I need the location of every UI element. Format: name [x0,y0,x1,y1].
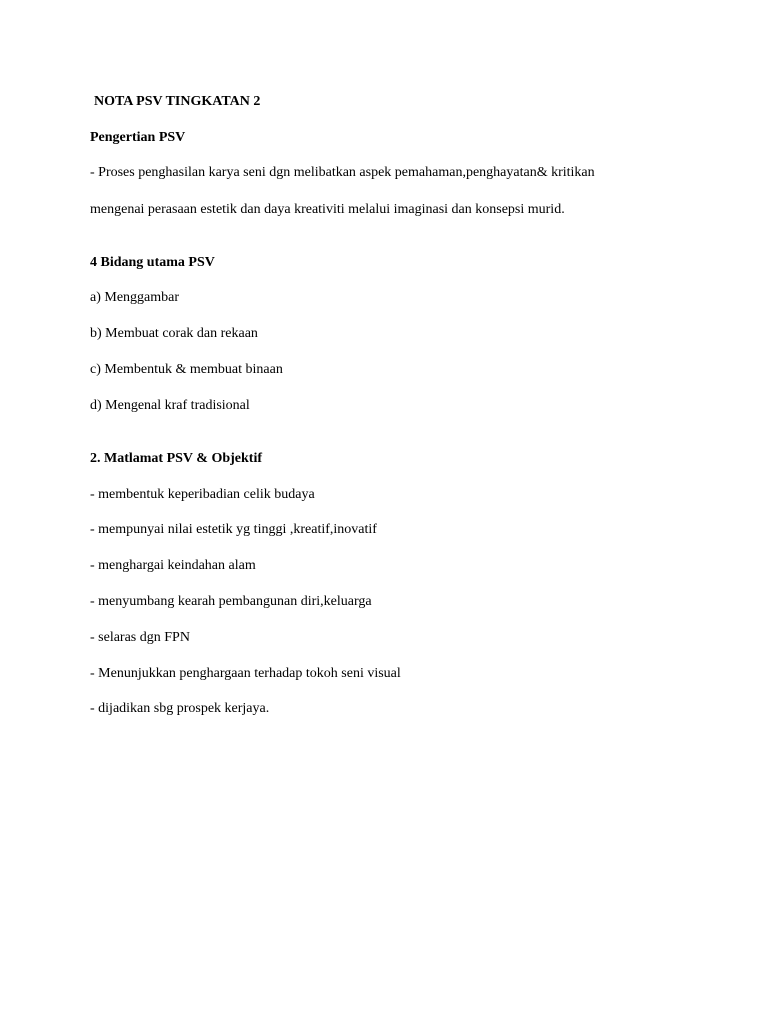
list-item: d) Mengenal kraf tradisional [90,398,250,413]
list-item: - dijadikan sbg prospek kerjaya. [90,701,270,716]
list-item: - membentuk keperibadian celik budaya [90,487,315,502]
list-item: - menghargai keindahan alam [90,558,256,573]
paragraph-line: mengenai perasaan estetik dan daya kreativiti melalui imaginasi dan konsepsi murid. [90,202,565,217]
list-item: - menyumbang kearah pembangunan diri,keluarga [90,594,372,609]
list-item: a) Menggambar [90,290,180,305]
section-heading-matlamat: 2. Matlamat PSV & Objektif [90,451,262,466]
list-item: - Menunjukkan penghargaan terhadap tokoh seni visual [90,666,401,681]
paragraph-line: - Proses penghasilan karya seni dgn melibatkan aspek pemahaman,penghayatan& kritikan [90,165,595,180]
section-heading-bidang: 4 Bidang utama PSV [90,255,215,270]
section-heading-pengertian: Pengertian PSV [90,130,186,145]
list-item: - selaras dgn FPN [90,630,190,645]
list-item: c) Membentuk & membuat binaan [90,362,283,377]
list-item: b) Membuat corak dan rekaan [90,326,258,341]
document-title: NOTA PSV TINGKATAN 2 [94,94,261,109]
list-item: - mempunyai nilai estetik yg tinggi ,kreatif,inovatif [90,522,377,537]
